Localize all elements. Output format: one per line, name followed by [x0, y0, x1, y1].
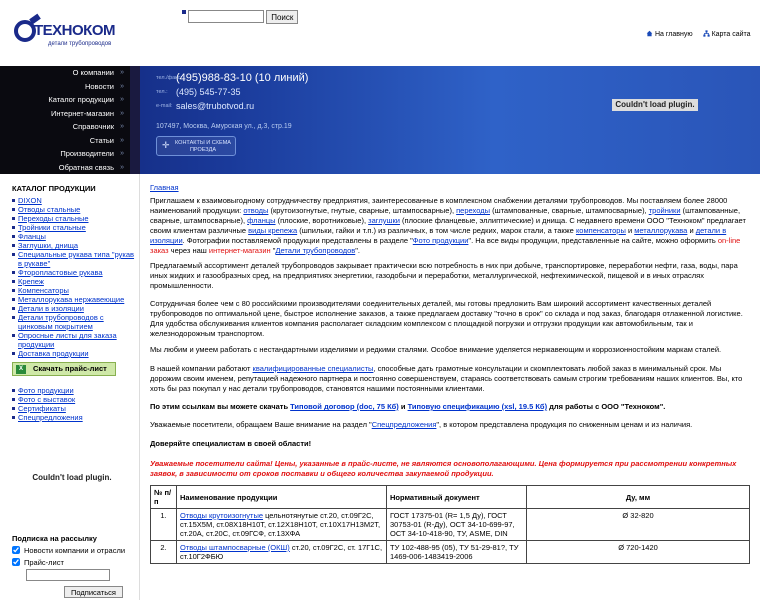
price-table — [150, 485, 750, 564]
photo-links — [12, 386, 138, 422]
text: ". На все виды продукции, представленные на сайте, можно оформить — [468, 236, 718, 245]
phone-secondary: (495) 545-77-35 — [176, 87, 241, 97]
text: и — [625, 226, 635, 235]
catalog-item — [12, 277, 138, 286]
catalog-link-ptfe-hoses[interactable]: Фторопластовые рукава — [18, 268, 103, 277]
text: ". — [355, 246, 360, 255]
email-label: e-mail: — [156, 103, 173, 109]
phone-main: (495)988-83-10 (10 линий) — [176, 72, 309, 84]
download-pricelist-label: Скачать прайс-лист — [33, 364, 107, 373]
text: и — [398, 402, 408, 411]
catalog-link-elbows[interactable]: Отводы стальные — [18, 205, 81, 214]
subscribe-price-checkbox[interactable] — [12, 558, 20, 566]
catalog-link-delivery[interactable]: Доставка продукции — [18, 349, 89, 358]
subscribe-news-label: Новости компании и отрасли — [24, 546, 126, 555]
left-sidebar — [0, 174, 140, 600]
link-exhibition-photos[interactable]: Фото с выставок — [18, 395, 76, 404]
photo-list-item — [12, 386, 138, 395]
col-header-dn: Ду, мм — [527, 486, 750, 509]
nav-item-reference[interactable]: Справочник » — [0, 120, 130, 134]
text: через наш — [168, 246, 209, 255]
catalog-item — [12, 331, 138, 349]
col-header-num: № п/п — [151, 486, 177, 509]
text: (штампованные, сварные, штампосварные), — [150, 206, 741, 225]
catalog-item — [12, 214, 138, 223]
text: (плоские, воротниковые), — [275, 216, 369, 225]
catalog-link-zinc-coated[interactable]: Детали трубопроводов с цинковым покрытием — [18, 313, 104, 331]
catalog-link-reducers[interactable]: Переходы стальные — [18, 214, 89, 223]
catalog-item — [12, 349, 138, 358]
subscribe-email-input[interactable] — [26, 569, 110, 581]
row-name — [177, 541, 387, 564]
text: (штампованные, сварные, штампосварные), — [489, 206, 649, 215]
email-link[interactable]: sales@trubotvod.ru — [176, 101, 255, 111]
home-icon — [646, 30, 653, 37]
col-header-name: Наименование продукции — [177, 486, 387, 509]
link-specialists[interactable]: квалифицированные специалисты — [252, 364, 374, 373]
subscribe-form — [12, 534, 138, 597]
phone-label: тел./факс: — [156, 75, 182, 81]
photo-list-item — [12, 404, 138, 413]
catalog-item — [12, 313, 138, 331]
download-pricelist-button[interactable] — [12, 362, 116, 376]
sitemap-link[interactable]: Карта сайта — [711, 31, 751, 38]
special-offers-paragraph — [150, 420, 750, 430]
row-doc: ГОСТ 17375-01 (R= 1,5 Ду), ГОСТ 30753-01 (R-Ду), ОСТ 34-10-699-97, ОСТ 34-10-418-90, ТУ, ASME, DIN — [387, 509, 527, 541]
photo-list-item — [12, 395, 138, 404]
link-contract-doc[interactable]: Типовой договор (doc, 75 Кб) — [290, 402, 399, 411]
link-special-offers[interactable]: Спецпредложения — [18, 413, 83, 422]
text: (крутоизогнутые, гнутые, сварные, штампосварные), — [268, 206, 457, 215]
search-form — [182, 10, 298, 24]
catalog-item — [12, 250, 138, 268]
col-header-doc: Нормативный документ — [387, 486, 527, 509]
catalog-link-dixon[interactable]: DIXON — [18, 196, 42, 205]
text: для работы с ООО "Техноком". — [547, 402, 666, 411]
catalog-link-tees[interactable]: Тройники стальные — [18, 223, 86, 232]
price-disclaimer: Уважаемые посетители сайта! Цены, указанные в прайс-листе, не являются основополагающими. Цена формируется при рассмотрении конкретных заявок, в зависимости от сроков поставки и общего количества закупаемой продукции. — [150, 459, 737, 478]
catalog-item — [12, 205, 138, 214]
catalog-list — [12, 196, 138, 358]
text: В нашей компании работают — [150, 364, 253, 373]
catalog-item — [12, 241, 138, 250]
link-flanges[interactable]: фланцы — [247, 216, 276, 225]
search-button[interactable]: Поиск — [266, 10, 298, 24]
logo-mark-icon — [14, 20, 36, 42]
catalog-item — [12, 223, 138, 232]
main-nav — [0, 66, 130, 174]
plugin-placeholder-left: Couldn't load plugin. — [10, 466, 134, 490]
online-shop-text: интернет-магазин — [208, 246, 271, 255]
nav-item-manufacturers[interactable]: Производители » — [0, 147, 130, 161]
intro-paragraph — [150, 196, 750, 256]
nav-item-shop[interactable]: Интернет-магазин » — [0, 107, 130, 121]
subscribe-news-checkbox[interactable] — [12, 546, 20, 554]
logo-subtitle: детали трубопроводов — [48, 41, 112, 47]
text: По этим ссылкам вы можете скачать — [150, 402, 291, 411]
link-product-photos[interactable]: Фото продукции — [412, 236, 469, 245]
nav-item-news[interactable]: Новости » — [0, 80, 130, 94]
table-header-row — [151, 486, 750, 509]
assortment-paragraph: Предлагаемый ассортимент деталей трубопроводов закрывает практически всю потребность в них при добыче, транспортировке, переработки нефти, газа, воды, пара иных жидких и газообразных сред, на предприятиях энергетики, газодобычи и переработки, металлургической, нефтехимической, пищевой и в иных отраслях промышленности. — [150, 261, 738, 290]
breadcrumb-home[interactable]: Главная — [150, 183, 179, 192]
home-link[interactable]: На главную — [655, 31, 693, 38]
map-pin-icon: ✛ — [162, 140, 170, 150]
link-reducers[interactable]: переходы — [456, 206, 490, 215]
catalog-item — [12, 304, 138, 313]
main-content — [150, 174, 750, 600]
catalog-link-questionnaires[interactable]: Опросные листы для заказа продукции — [18, 331, 117, 349]
nav-item-articles[interactable]: Статьи » — [0, 134, 130, 148]
catalog-item — [12, 196, 138, 205]
catalog-link-fasteners[interactable]: Крепеж — [18, 277, 44, 286]
catalog-item — [12, 268, 138, 277]
text: Приглашаем к взаимовыгодному сотрудничеству предприятия, заинтересованные в комплексном снабжении деталями трубопроводов. Мы поставляем более 28000 наименований продукции: — [150, 196, 728, 215]
row-dn: Ø 32-820 — [527, 509, 750, 541]
row-product-link[interactable]: Отводы штампосварные (ОКШ) — [180, 543, 290, 552]
catalog-link-special-hoses[interactable]: Специальные рукава типа "рукав в рукаве" — [18, 250, 135, 268]
link-compensators[interactable]: компенсаторы — [575, 226, 626, 235]
nav-item-about[interactable]: О компании » — [0, 66, 130, 80]
catalog-link-flanges[interactable]: Фланцы — [18, 232, 46, 241]
link-special-offers[interactable]: Спецпредложения — [371, 420, 437, 429]
subscribe-option — [12, 545, 138, 557]
cooperation-paragraph: Сотрудничая более чем с 80 российскими производителями соединительных деталей, мы готовы предложить Вам широкий ассортимент качественных деталей трубопроводов по оптимальной цене, быстрое исполнение заказов, а также предлагаем доставку "точно в срок" со склада и под заказ, благодаря отлаженной логистике. Для удобства обслуживания клиентов компания располагает складским комплексом с площадкой погрузки и отгрузки продукции как автомобильным, так и железнодорожным транспортом. — [150, 299, 743, 338]
photo-list-item — [12, 413, 138, 422]
text: , способные дать грамотные консультации и скомплектовать любой заказ в минимальный срок. Мы дорожим своим именем, репутацией надежного партнера и постоянно совершенствуем, стараясь соответствовать самым строгим требованиям наших клиентов. Вы, кто хоть бы раз покупал у нас детали трубопроводов, становятся нашими постоянными клиентами. — [150, 364, 743, 393]
phone2-label: тел.: — [156, 89, 168, 95]
text: (плоские фланцевые, эллиптические) и днища. С недавнего времени ООО "Техноком" предлагает своим клиентам различные — [150, 216, 746, 235]
link-elbows[interactable]: отводы — [243, 206, 269, 215]
search-input[interactable] — [188, 10, 264, 23]
link-spec-xls[interactable]: Типовую спецификацию (xsl, 19.5 Кб) — [407, 402, 548, 411]
link-product-photos[interactable]: Фото продукции — [18, 386, 74, 395]
link-insulated[interactable]: детали в изоляции — [150, 226, 727, 245]
row-num: 1. — [151, 509, 177, 541]
row-dn: Ø 720-1420 — [527, 541, 750, 564]
link-certificates[interactable]: Сертификаты — [18, 404, 66, 413]
table-row — [151, 541, 750, 564]
link-metal-hoses[interactable]: металлорукава — [634, 226, 688, 235]
text: ", в котором представлена продукция по сниженным ценам и из наличия. — [436, 420, 693, 429]
online-order-text: on-line заказ — [150, 236, 741, 255]
subscribe-title: Подписка на рассылку — [12, 534, 97, 543]
row-product-link[interactable]: Отводы крутоизогнутые — [180, 511, 264, 520]
catalog-link-caps[interactable]: Заглушки, днища — [18, 241, 79, 250]
route-button-label: КОНТАКТЫ И СХЕМА ПРОЕЗДА — [175, 140, 231, 153]
text: . Фотографии поставляемой продукции представлены в разделе " — [182, 236, 413, 245]
address: 107497, Москва, Амурская ул., д.3, стр.19 — [156, 123, 292, 130]
downloads-paragraph — [150, 402, 750, 412]
catalog-link-compensators[interactable]: Компенсаторы — [18, 286, 69, 295]
catalog-link-metal-hoses[interactable]: Металлорукава нержавеющие — [18, 295, 125, 304]
row-doc: ТУ 102-488-95 (05), ТУ 51-29-81?, ТУ 1469-006-1483419-2006 — [387, 541, 527, 564]
subscribe-button[interactable]: Подписаться — [64, 586, 123, 598]
row-name — [177, 509, 387, 541]
plugin-placeholder-top: Couldn't load plugin. — [612, 99, 698, 111]
specialists-paragraph — [150, 364, 750, 394]
table-row — [151, 509, 750, 541]
text: (шпильки, гайки и т.п.) из различных, в том числе редких, марок стали, а также — [297, 226, 576, 235]
link-fasteners[interactable]: виды крепежа — [248, 226, 298, 235]
steels-paragraph: Мы любим и умеем работать с нестандартными изделиями и редкими сталями. Особое внимание уделяется нержавеющим и коррозионностойким маркам сталей. — [150, 345, 722, 354]
catalog-item — [12, 286, 138, 295]
route-button[interactable] — [156, 136, 236, 156]
header-band — [0, 66, 760, 174]
excel-icon: X — [16, 365, 26, 374]
logo-name: ТЕХНОКОМ — [34, 22, 115, 39]
link-tees[interactable]: тройники — [648, 206, 681, 215]
subscribe-price-label: Прайс-лист — [24, 558, 64, 567]
catalog-item — [12, 232, 138, 241]
link-shop[interactable]: Детали трубопроводов — [275, 246, 356, 255]
company-logo[interactable] — [14, 14, 114, 50]
nav-item-catalog[interactable]: Каталог продукции » — [0, 93, 130, 107]
nav-item-feedback[interactable]: Обратная связь » — [0, 161, 130, 175]
row-name-text: цельнотянутые ст.20, ст.09Г2С, ст.15Х5М, ст.08Х18Н10Т, ст.12Х18Н10Т, ст.10Х17Н13М2Т, ст.20А, ст.20С, ст.09ГСФ, ст.13ХФА — [180, 511, 381, 538]
top-links — [646, 30, 759, 38]
top-bar — [0, 0, 760, 66]
catalog-item — [12, 295, 138, 304]
search-bullet-icon — [182, 10, 186, 14]
catalog-title: КАТАЛОГ ПРОДУКЦИИ — [12, 184, 96, 193]
text: " — [270, 246, 276, 255]
sitemap-icon — [703, 30, 710, 37]
catalog-link-insulated[interactable]: Детали в изоляции — [18, 304, 84, 313]
row-num: 2. — [151, 541, 177, 564]
nav-divider — [130, 66, 140, 174]
row-name-text: ст.20, ст.09Г2С, ст. 17Г1С, ст.10Г2ФБЮ — [180, 543, 383, 561]
trust-slogan: Доверяйте специалистам в своей области! — [150, 439, 312, 448]
text: и — [687, 226, 696, 235]
subscribe-option — [12, 557, 138, 569]
text: Уважаемые посетители, обращаем Ваше внимание на раздел " — [150, 420, 372, 429]
link-caps[interactable]: заглушки — [368, 216, 400, 225]
